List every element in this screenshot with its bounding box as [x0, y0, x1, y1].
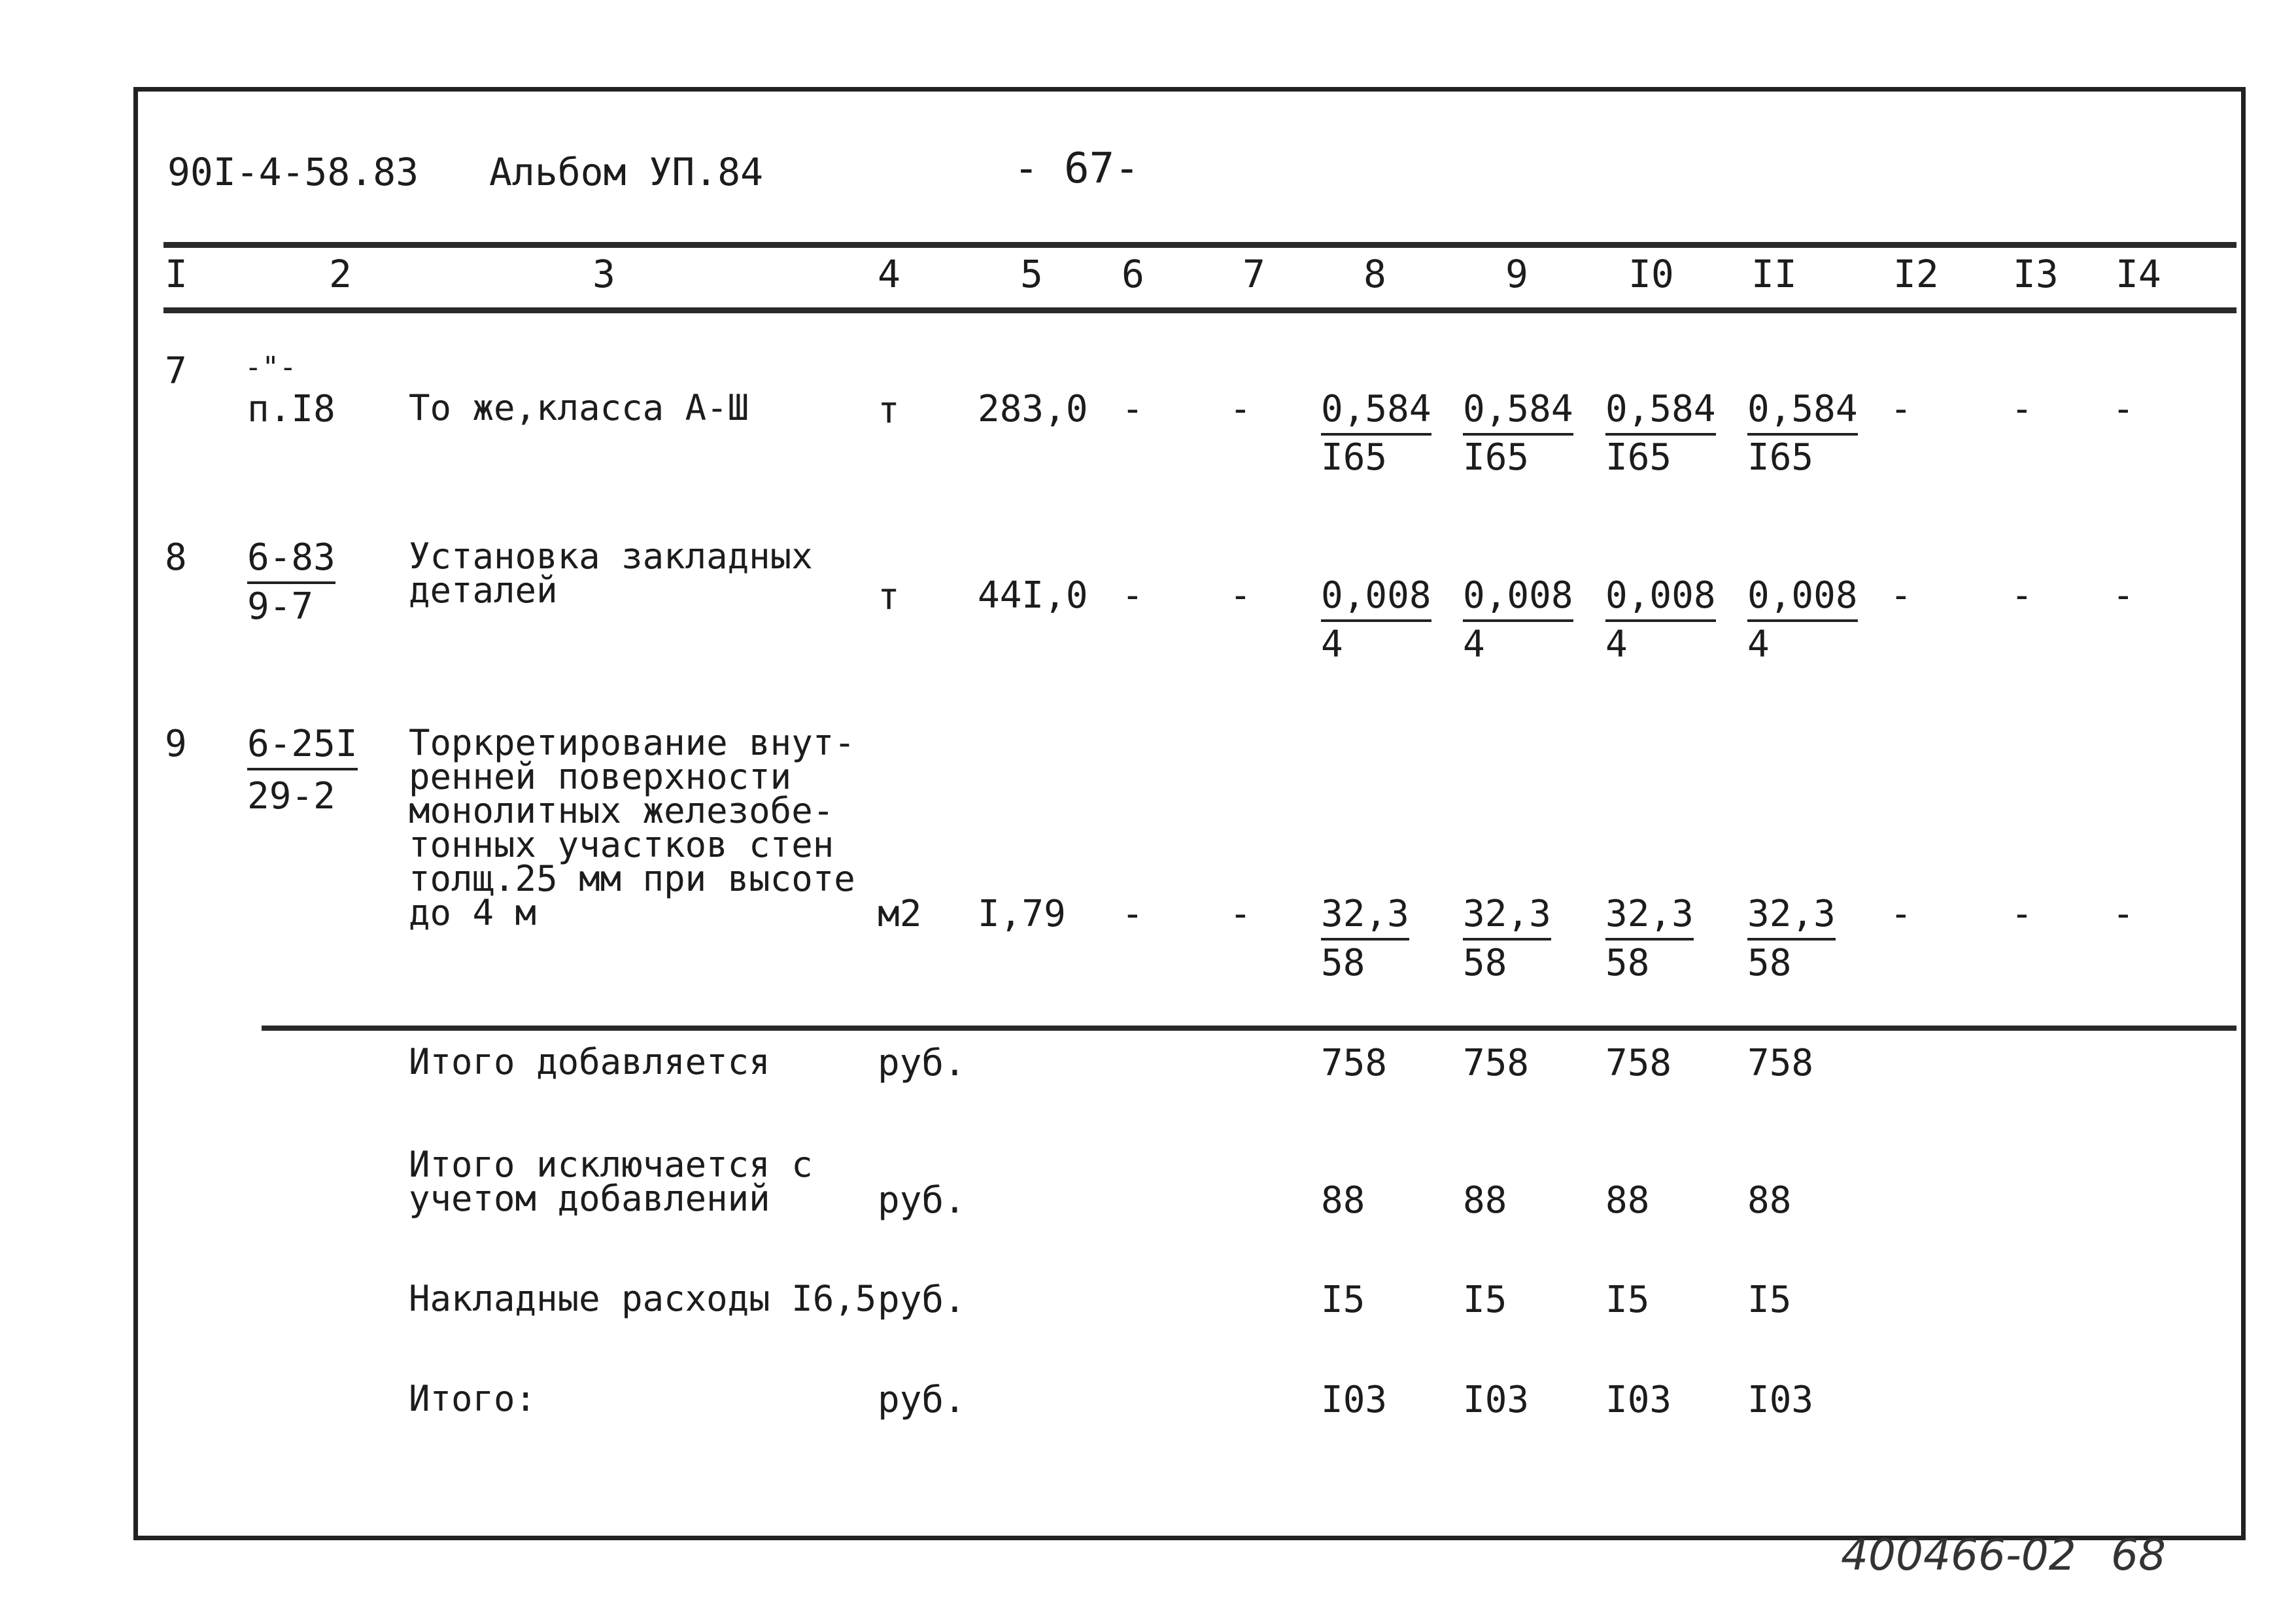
row-unit: т [878, 389, 900, 432]
totals-value: 88 [1463, 1179, 1507, 1222]
totals-value: 758 [1463, 1042, 1530, 1084]
row-unit: т [878, 576, 900, 618]
row-value-top: 0,584 [1605, 388, 1716, 436]
row-col6: - [1122, 893, 1144, 935]
row-value-bottom: I65 [1605, 436, 1672, 479]
row-col14: - [2112, 893, 2134, 935]
row-value [1747, 574, 1858, 617]
row-reference-top: 6-83 [247, 536, 335, 584]
row-value-top: 0,008 [1747, 574, 1858, 622]
row-value-bottom: I65 [1321, 436, 1388, 479]
row-value-top: 0,008 [1321, 574, 1431, 622]
column-header: 9 [1505, 252, 1528, 296]
column-header: I [165, 252, 188, 296]
row-reference-bottom: 29-2 [247, 775, 335, 818]
row-value [1463, 893, 1551, 935]
totals-unit: руб. [878, 1042, 966, 1084]
row-value-top: 32,3 [1321, 893, 1409, 940]
handwritten-page-number: 68 [2111, 1530, 2166, 1580]
totals-unit: руб. [878, 1179, 966, 1222]
document-code: 90I-4-58.83 [167, 150, 419, 194]
row-value-top: 0,584 [1463, 388, 1573, 436]
totals-rule [262, 1026, 2236, 1031]
row-value-bottom: 58 [1747, 942, 1792, 984]
column-header: 7 [1242, 252, 1265, 296]
row-value-top: 32,3 [1463, 893, 1551, 940]
row-value-top: 0,584 [1321, 388, 1431, 436]
header-top-rule [163, 242, 2236, 248]
column-header: 6 [1122, 252, 1144, 296]
row-value [1605, 893, 1694, 935]
totals-label: Итого добавляется [409, 1041, 770, 1082]
row-col14: - [2112, 388, 2134, 430]
totals-value: 758 [1605, 1042, 1672, 1084]
album-label: Альбом УП.84 [489, 150, 764, 194]
row-value-bottom: 58 [1605, 942, 1650, 984]
row-reference [247, 723, 358, 765]
row-col13: - [2011, 574, 2033, 617]
row-value-bottom: 4 [1463, 623, 1485, 666]
totals-value: 88 [1605, 1179, 1650, 1222]
row-unit: м2 [878, 893, 922, 935]
row-reference-bottom: п.I8 [247, 388, 335, 430]
row-price: 44I,0 [978, 574, 1088, 617]
row-col12: - [1890, 893, 1912, 935]
row-value [1321, 893, 1409, 935]
row-reference-bottom: 9-7 [247, 585, 314, 628]
row-description: Торкретирование внут- ренней поверхности монолитных железобе- тонных участков стен толщ.25 мм при высоте до 4 м [409, 722, 855, 933]
row-value-top: 0,584 [1747, 388, 1858, 436]
row-col6: - [1122, 388, 1144, 430]
totals-value: I03 [1747, 1379, 1814, 1421]
totals-value: 88 [1321, 1179, 1365, 1222]
row-value [1605, 574, 1716, 617]
header-bottom-rule [163, 307, 2236, 313]
row-value-top: 32,3 [1605, 893, 1694, 940]
row-col6: - [1122, 574, 1144, 617]
row-price: I,79 [978, 893, 1066, 935]
row-col13: - [2011, 388, 2033, 430]
column-header: 4 [878, 252, 900, 296]
row-value [1463, 574, 1573, 617]
row-value-top: 0,008 [1463, 574, 1573, 622]
totals-label: Итого: [409, 1378, 537, 1419]
row-value [1321, 388, 1431, 430]
row-value-bottom: 58 [1463, 942, 1507, 984]
column-header: I4 [2116, 252, 2161, 296]
row-description: То же,класса А-Ш [409, 387, 749, 428]
totals-value: I5 [1321, 1279, 1365, 1321]
totals-value: 88 [1747, 1179, 1792, 1222]
column-header: 8 [1363, 252, 1386, 296]
totals-value: I5 [1747, 1279, 1792, 1321]
row-reference-top: -"- [245, 351, 297, 384]
totals-value: 758 [1747, 1042, 1814, 1084]
handwritten-code: 400466-02 [1841, 1530, 2076, 1580]
row-value [1747, 388, 1858, 430]
row-value-bottom: I65 [1747, 436, 1814, 479]
totals-value: 758 [1321, 1042, 1388, 1084]
row-value-bottom: 4 [1321, 623, 1343, 666]
row-value [1747, 893, 1836, 935]
row-col7: - [1229, 388, 1252, 430]
totals-value: I03 [1463, 1379, 1530, 1421]
page-number: - 67- [1014, 145, 1140, 193]
row-number: 9 [165, 723, 187, 765]
totals-label: Итого исключается с учетом добавлений [409, 1144, 813, 1219]
row-description: Установка закладных деталей [409, 536, 813, 611]
totals-value: I03 [1605, 1379, 1672, 1421]
row-value-bottom: 4 [1747, 623, 1770, 666]
row-col12: - [1890, 388, 1912, 430]
column-header: 2 [329, 252, 352, 296]
row-value-top: 32,3 [1747, 893, 1836, 940]
row-reference [247, 536, 335, 579]
column-header: I2 [1893, 252, 1939, 296]
row-value-top: 0,008 [1605, 574, 1716, 622]
totals-value: I03 [1321, 1379, 1388, 1421]
row-col7: - [1229, 574, 1252, 617]
row-value-bottom: I65 [1463, 436, 1530, 479]
totals-unit: руб. [878, 1379, 966, 1421]
totals-unit: руб. [878, 1279, 966, 1321]
totals-label: Накладные расходы I6,5 [409, 1278, 877, 1319]
column-header: I0 [1628, 252, 1674, 296]
row-number: 7 [165, 350, 187, 392]
row-col12: - [1890, 574, 1912, 617]
row-value [1463, 388, 1573, 430]
row-col13: - [2011, 893, 2033, 935]
row-reference-top: 6-25I [247, 723, 358, 770]
row-number: 8 [165, 536, 187, 579]
row-col7: - [1229, 893, 1252, 935]
column-header: 5 [1020, 252, 1043, 296]
column-header: II [1751, 252, 1797, 296]
row-col14: - [2112, 574, 2134, 617]
row-value-bottom: 4 [1605, 623, 1628, 666]
row-value [1321, 574, 1431, 617]
row-value-bottom: 58 [1321, 942, 1365, 984]
totals-value: I5 [1605, 1279, 1650, 1321]
row-price: 283,0 [978, 388, 1088, 430]
column-header: I3 [2013, 252, 2059, 296]
column-header: 3 [592, 252, 615, 296]
row-value [1605, 388, 1716, 430]
totals-value: I5 [1463, 1279, 1507, 1321]
